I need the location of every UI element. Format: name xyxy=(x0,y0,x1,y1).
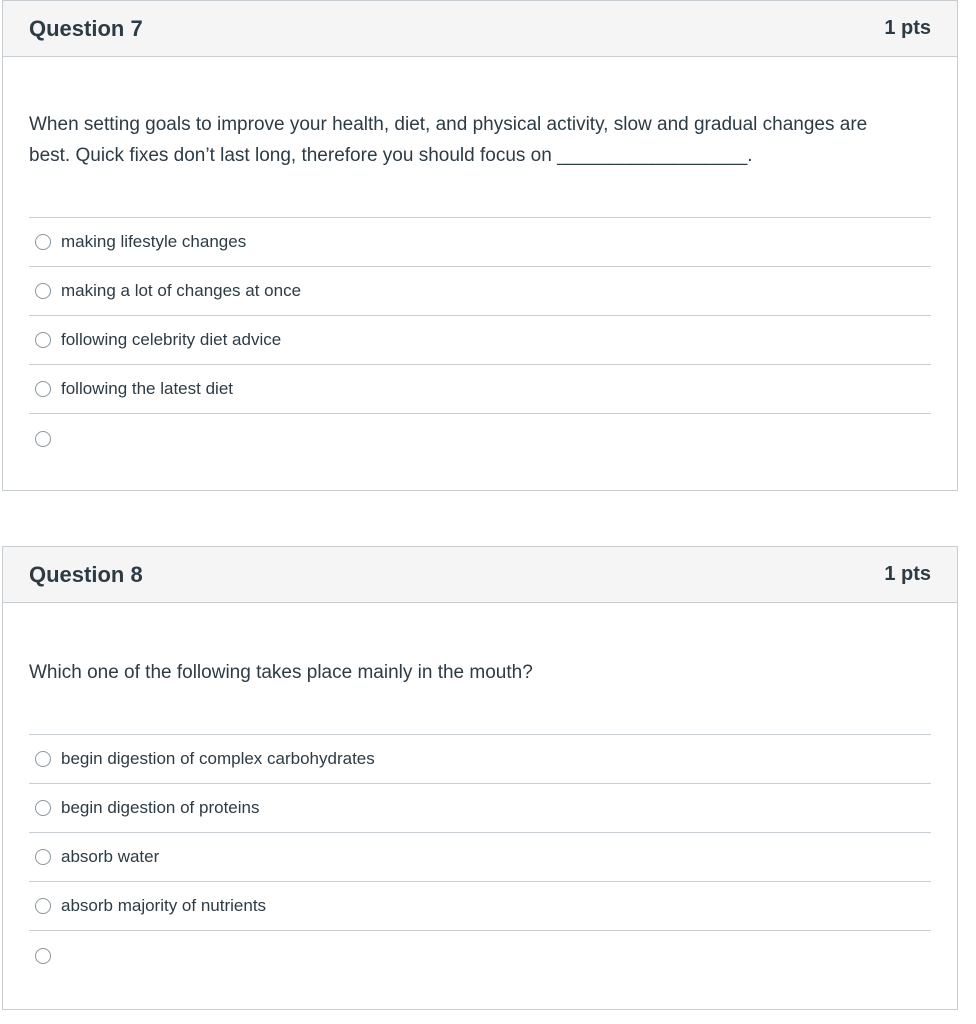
question-title: Question 8 xyxy=(29,561,143,587)
answer-list xyxy=(29,734,931,980)
question-points: 1 pts xyxy=(884,563,931,585)
radio-button[interactable] xyxy=(35,234,51,250)
radio-button[interactable] xyxy=(35,948,51,964)
answer-option[interactable] xyxy=(29,218,931,267)
question-text-line: When setting goals to improve your health, diet, and physical activity, slow and gradual changes are xyxy=(29,114,868,135)
question-text xyxy=(3,657,957,734)
question-text-line: best. Quick fixes don’t last long, therefore you should focus on __________________. xyxy=(29,145,753,166)
answer-option[interactable] xyxy=(29,882,931,931)
radio-button[interactable] xyxy=(35,283,51,299)
question-header xyxy=(3,1,957,57)
answer-label[interactable]: following the latest diet xyxy=(61,379,233,398)
answer-label[interactable]: absorb majority of nutrients xyxy=(61,896,267,915)
answer-label[interactable]: making lifestyle changes xyxy=(61,232,247,251)
answer-option[interactable] xyxy=(29,735,931,784)
question-text xyxy=(3,109,957,217)
answer-label[interactable]: begin digestion of complex carbohydrates xyxy=(61,749,375,768)
radio-button[interactable] xyxy=(35,381,51,397)
answer-label[interactable]: following celebrity diet advice xyxy=(61,330,282,349)
radio-button[interactable] xyxy=(35,849,51,865)
radio-button[interactable] xyxy=(35,751,51,767)
question-text-line: Which one of the following takes place mainly in the mouth? xyxy=(29,662,533,683)
radio-button[interactable] xyxy=(35,800,51,816)
question-7-card xyxy=(2,0,958,491)
answer-list xyxy=(29,217,931,463)
answer-option[interactable] xyxy=(29,784,931,833)
question-title: Question 7 xyxy=(29,15,143,41)
radio-button[interactable] xyxy=(35,332,51,348)
answer-label[interactable]: absorb water xyxy=(61,847,160,866)
answer-option[interactable] xyxy=(29,365,931,414)
radio-button[interactable] xyxy=(35,431,51,447)
answer-option[interactable] xyxy=(29,931,931,980)
answer-label[interactable]: begin digestion of proteins xyxy=(61,798,260,817)
answer-option[interactable] xyxy=(29,833,931,882)
radio-button[interactable] xyxy=(35,898,51,914)
answer-label[interactable]: making a lot of changes at once xyxy=(61,281,302,300)
question-8-card xyxy=(2,546,958,1010)
answer-option[interactable] xyxy=(29,267,931,316)
answer-option[interactable] xyxy=(29,316,931,365)
question-header xyxy=(3,547,957,603)
answer-option[interactable] xyxy=(29,414,931,463)
question-points: 1 pts xyxy=(884,17,931,39)
